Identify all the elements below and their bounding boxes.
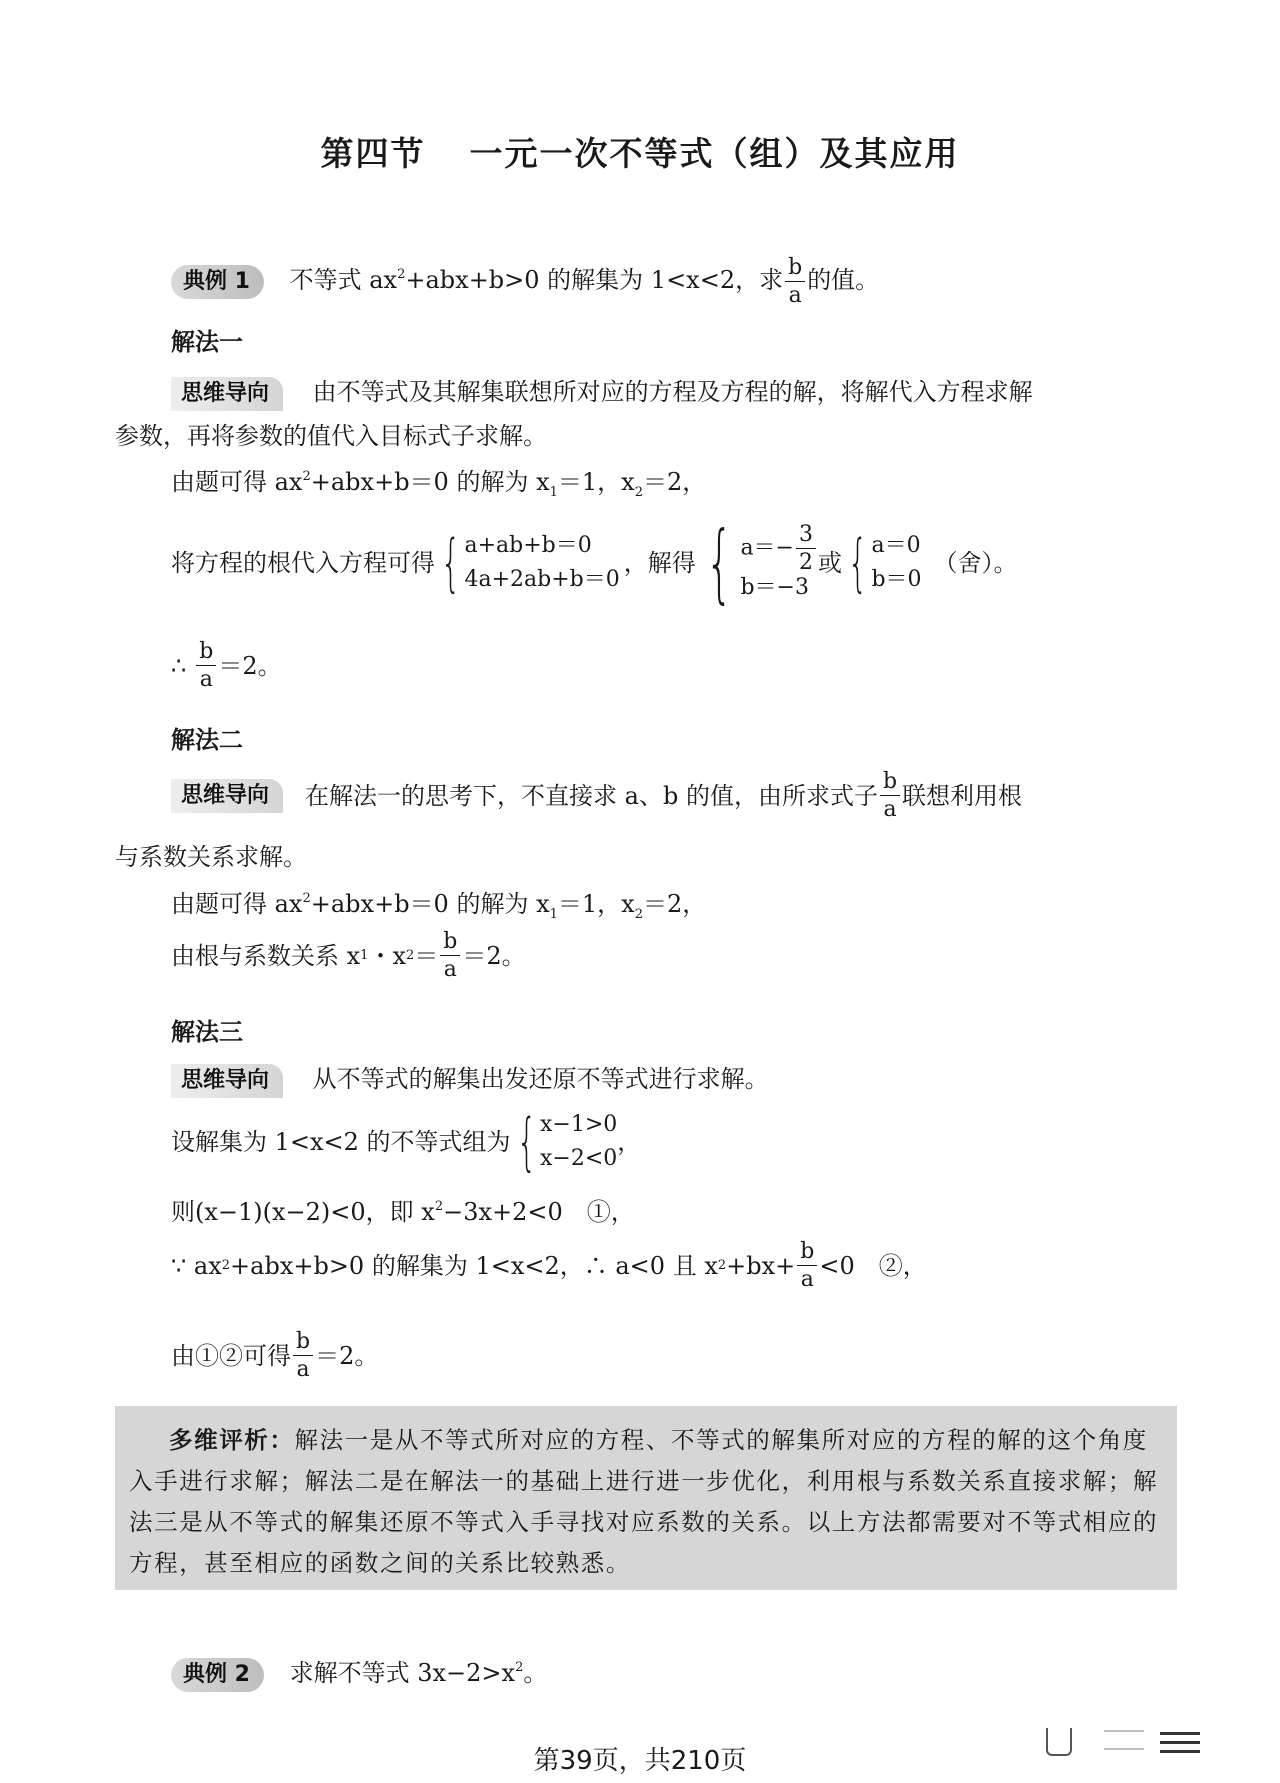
method-2-step-2: 由根与系数关系 x 1 ・x 2 ＝ $\frac{b}{a}$ ＝2。 — [171, 929, 526, 983]
evaluation-text — [129, 1420, 1163, 1584]
method-1-guide — [171, 377, 1033, 411]
example-1-text: 不等式 $ax^2+abx+b>0$ 的解集为 1<x<2，求 $\frac{b}{a}$ 的值。 — [289, 255, 880, 309]
page-indicator: 第39页，共210页 — [533, 1746, 747, 1776]
scroll-indicator-icon — [1046, 1728, 1072, 1756]
section-title — [0, 128, 1280, 175]
method-3-guide — [171, 1064, 769, 1098]
guide-tag: 思维导向 — [171, 779, 283, 813]
section-name: 一元一次不等式（组）及其应用 — [469, 134, 960, 173]
example-tag: 典例 2 — [171, 1658, 264, 1692]
method-2-step-1: 由题可得 $ax^2+abx+b=0$ 的解为 $x_1=1$，$x_2=2$， — [171, 890, 707, 922]
example-2-text: 求解不等式 $3x-2>x^2$。 — [289, 1659, 548, 1687]
method-1-step-1: 由题可得 $ax^2+abx+b=0$ 的解为 $x_1=1$，$x_2=2$， — [171, 468, 707, 500]
guide-text-2: 与系数关系求解。 — [115, 843, 307, 871]
inequality-system: { x−1>0 x−2<0 — [516, 1105, 618, 1179]
method-1-result: ∴ $\frac{b}{a}$ ＝2。 — [171, 639, 282, 693]
method-2-heading: 解法二 — [171, 726, 243, 754]
method-3-step-3: ∵ ax 2 +abx+b>0 的解集为 1<x<2，∴ a<0 且 x 2 +bx+ $\frac{b}{a}$ <0 ②， — [171, 1239, 927, 1293]
method-3-heading: 解法三 — [171, 1018, 243, 1046]
equation-system-3: { a＝0 b＝0 — [847, 526, 922, 599]
equation-system-2: { a＝− $\frac{3}{2}$ b＝−3 — [696, 520, 818, 606]
guide-text-1: 在解法一的思考下，不直接求 a、b 的值，由所求式子 — [305, 781, 878, 810]
guide-text: 从不等式的解集出发还原不等式进行求解。 — [312, 1065, 769, 1093]
guide-tag: 思维导向 — [171, 377, 283, 411]
page-toggle-icon[interactable] — [1104, 1730, 1144, 1750]
section-number: 第四节 — [320, 134, 426, 173]
method-1-heading: 解法一 — [171, 328, 243, 356]
guide-text-1: 由不等式及其解集联想所对应的方程及方程的解，将解代入方程求解 — [312, 378, 1033, 406]
method-2-guide: 思维导向 在解法一的思考下，不直接求 a、b 的值，由所求式子 $\frac{b}{a}$ 联想利用根 — [171, 770, 1022, 821]
evaluation-label: 多维评析： — [169, 1426, 295, 1454]
step-text: 将方程的根代入方程可得 — [171, 549, 435, 577]
example-1 — [171, 256, 879, 307]
menu-icon[interactable] — [1160, 1728, 1200, 1758]
equation-system-1: { a+ab+b＝0 4a+2ab+b＝0 — [440, 526, 620, 599]
method-3-step-4: 由①②可得 $\frac{b}{a}$ ＝2。 — [171, 1329, 379, 1383]
example-2 — [171, 1658, 547, 1692]
evaluation-box — [115, 1406, 1177, 1590]
method-3-step-2: 则(x−1)(x−2)<0，即 $x^2-3x+2<0$ ①， — [171, 1198, 635, 1226]
evaluation-body: 解法一是从不等式所对应的方程、不等式的解集所对应的方程的解的这个角度入手进行求解；解法二是在解法一的基础上进行进一步优化，利用根与系数关系直接求解；解法三是从不等式的解集还原不等式入手寻找对应系数的关系。以上方法都需要对不等式相应的方程，甚至相应的函数之间的关系比较熟悉。 — [129, 1426, 1159, 1577]
method-1-step-2: 将方程的根代入方程可得 { a+ab+b＝0 4a+2ab+b＝0 ，解得 { a＝− $\frac{3}{2}$ b＝−3 或 { a＝0 b＝0 （舍）。 — [171, 513, 1018, 613]
guide-tag: 思维导向 — [171, 1064, 283, 1098]
guide-text-2: 参数，再将参数的值代入目标式子求解。 — [115, 422, 547, 450]
method-3-step-1: 设解集为 1<x<2 的不等式组为 { x−1>0 x−2<0 ， — [171, 1105, 642, 1179]
fraction: $\frac{b}{a}$ — [785, 256, 805, 307]
example-tag: 典例 1 — [171, 265, 264, 299]
